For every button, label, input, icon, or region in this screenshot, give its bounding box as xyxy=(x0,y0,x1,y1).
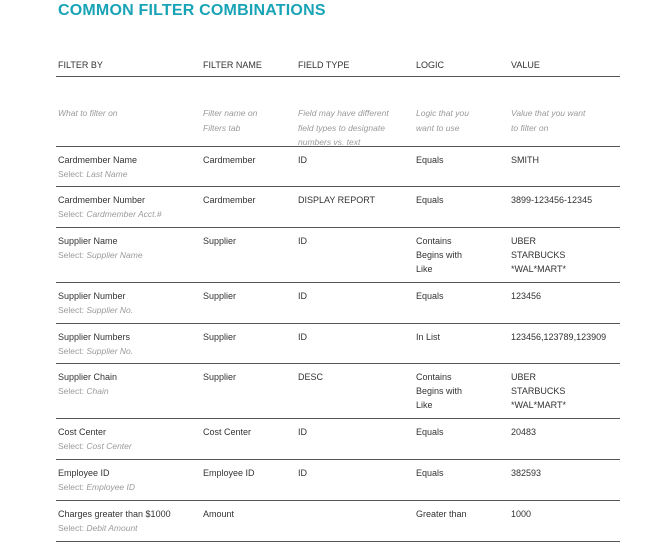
select-hint: Select: Employee ID xyxy=(58,482,136,492)
filter-by-label: Supplier Chain xyxy=(58,372,118,382)
select-hint: Select: Chain xyxy=(58,386,109,396)
header-filter-name: FILTER NAME xyxy=(203,60,262,70)
desc-value: Value that you want to filter on xyxy=(511,108,586,133)
cell-filter-name: Cardmember xyxy=(203,155,256,165)
select-hint: Select: Supplier Name xyxy=(58,250,143,260)
table-header-row xyxy=(56,52,620,77)
filter-by-label: Charges greater than $1000 xyxy=(58,509,171,519)
cell-filter-by xyxy=(58,234,198,262)
cell-filter-by xyxy=(58,330,198,358)
page-title: COMMON FILTER COMBINATIONS xyxy=(58,2,326,19)
cell-filter-by xyxy=(58,153,198,181)
desc-filter-name: Filter name on Filters tab xyxy=(203,108,258,133)
table-row xyxy=(56,501,620,542)
cell-logic: Contains Begins with Like xyxy=(416,236,463,274)
cell-field-type: ID xyxy=(298,332,307,342)
desc-field-type: Field may have different field types to designate numbers vs. text xyxy=(298,108,389,147)
select-hint: Select: Supplier No. xyxy=(58,305,134,315)
filter-by-label: Cardmember Number xyxy=(58,195,146,205)
cell-value: 382593 xyxy=(511,468,542,478)
header-filter-by: FILTER BY xyxy=(58,60,103,70)
cell-value: 123456,123789,123909 xyxy=(511,332,607,342)
table-row xyxy=(56,324,620,364)
cell-filter-by xyxy=(58,425,198,453)
description-row xyxy=(56,77,620,147)
cell-filter-name: Cost Center xyxy=(203,427,252,437)
filter-by-label: Supplier Number xyxy=(58,291,126,301)
cell-filter-by xyxy=(58,289,198,317)
filter-by-label: Supplier Name xyxy=(58,236,118,246)
table-row xyxy=(56,460,620,501)
cell-filter-name: Employee ID xyxy=(203,468,255,478)
desc-logic: Logic that you want to use xyxy=(416,108,469,133)
cell-filter-name: Supplier xyxy=(203,236,237,246)
table-row xyxy=(56,187,620,228)
select-hint: Select: Cardmember Acct.# xyxy=(58,209,162,219)
cell-field-type: ID xyxy=(298,468,307,478)
cell-value: 1000 xyxy=(511,509,532,519)
cell-value: SMITH xyxy=(511,155,539,165)
table-row xyxy=(56,228,620,283)
cell-logic: Equals xyxy=(416,195,444,205)
cell-value: 3899-123456-12345 xyxy=(511,195,593,205)
cell-logic: Equals xyxy=(416,468,444,478)
select-hint: Select: Cost Center xyxy=(58,441,132,451)
cell-filter-by xyxy=(58,193,198,221)
header-value: VALUE xyxy=(511,60,540,70)
filter-by-label: Cost Center xyxy=(58,427,107,437)
table-row xyxy=(56,419,620,460)
cell-field-type: ID xyxy=(298,427,307,437)
cell-filter-name: Supplier xyxy=(203,291,237,301)
table-row xyxy=(56,147,620,187)
header-field-type: FIELD TYPE xyxy=(298,60,350,70)
cell-filter-name: Supplier xyxy=(203,372,237,382)
table-row xyxy=(56,283,620,324)
cell-logic: Equals xyxy=(416,427,444,437)
cell-filter-name: Supplier xyxy=(203,332,237,342)
cell-logic: Equals xyxy=(416,291,444,301)
cell-value: UBER STARBUCKS *WAL*MART* xyxy=(511,372,567,410)
cell-logic: Equals xyxy=(416,155,444,165)
header-logic: LOGIC xyxy=(416,60,445,70)
desc-filter-by: What to filter on xyxy=(58,108,118,118)
filter-by-label: Cardmember Name xyxy=(58,155,138,165)
cell-filter-by xyxy=(58,507,198,535)
cell-field-type: ID xyxy=(298,236,307,246)
cell-value: 20483 xyxy=(511,427,537,437)
cell-logic: Greater than xyxy=(416,509,467,519)
cell-logic: Contains Begins with Like xyxy=(416,372,463,410)
cell-field-type: DISPLAY REPORT xyxy=(298,195,376,205)
cell-logic: In List xyxy=(416,332,441,342)
select-hint: Select: Supplier No. xyxy=(58,346,134,356)
select-hint: Select: Debit Amount xyxy=(58,523,138,533)
cell-value: UBER STARBUCKS *WAL*MART* xyxy=(511,236,567,274)
filter-by-label: Employee ID xyxy=(58,468,110,478)
cell-filter-name: Cardmember xyxy=(203,195,256,205)
select-hint: Select: Last Name xyxy=(58,169,128,179)
cell-filter-name: Amount xyxy=(203,509,235,519)
cell-field-type: ID xyxy=(298,291,307,301)
cell-field-type: ID xyxy=(298,155,307,165)
cell-value: 123456 xyxy=(511,291,542,301)
table-row xyxy=(56,364,620,419)
cell-field-type: DESC xyxy=(298,372,324,382)
filter-by-label: Supplier Numbers xyxy=(58,332,131,342)
cell-filter-by xyxy=(58,466,198,494)
filter-table xyxy=(56,52,620,542)
cell-filter-by xyxy=(58,370,198,398)
